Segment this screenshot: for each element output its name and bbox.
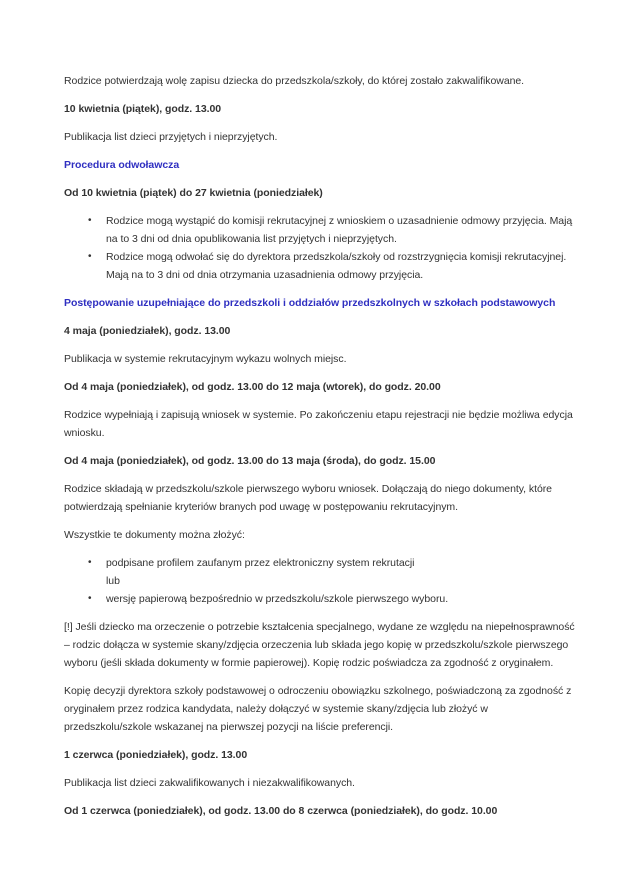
bullet-item (64, 554, 577, 590)
date-heading: Od 10 kwietnia (piątek) do 27 kwietnia (poniedziałek) (64, 187, 323, 199)
section-heading: Postępowanie uzupełniające do przedszkoli i oddziałów przedszkolnych w szkołach podstawowych (64, 297, 556, 309)
bullet-list (64, 212, 577, 284)
paragraph: Publikacja list dzieci zakwalifikowanych i niezakwalifikowanych. (64, 777, 355, 789)
bullet-item-text: Rodzice mogą wystąpić do komisji rekrutacyjnej z wnioskiem o uzasadnienie odmowy przyjęcia. Mają na to 3 dni od dnia opublikowania list przyjętych i nieprzyjętych. (106, 215, 573, 245)
paragraph: Publikacja w systemie rekrutacyjnym wykazu wolnych miejsc. (64, 353, 347, 365)
bullet-list (64, 554, 577, 608)
bullet-dot-icon: • (88, 557, 92, 568)
bullet-item (64, 212, 577, 248)
date-heading: 10 kwietnia (piątek), godz. 13.00 (64, 103, 222, 115)
paragraph: Rodzice potwierdzają wolę zapisu dziecka do przedszkola/szkoły, do której zostało zakwalifikowane. (64, 75, 525, 87)
bullet-dot-icon: • (88, 593, 92, 604)
paragraph: Wszystkie te dokumenty można złożyć: (64, 529, 245, 541)
date-heading: 4 maja (poniedziałek), godz. 13.00 (64, 325, 231, 337)
section-heading: Procedura odwoławcza (64, 159, 180, 171)
bullet-item-text: Rodzice mogą odwołać się do dyrektora przedszkola/szkoły od rozstrzygnięcia komisji rekrutacyjnej. Mają na to 3 dni od dnia otrzymania uzasadnienia odmowy przyjęcia. (106, 251, 567, 281)
bullet-item-text: podpisane profilem zaufanym przez elektroniczny system rekrutacji (106, 557, 415, 569)
date-heading: Od 4 maja (poniedziałek), od godz. 13.00 do 12 maja (wtorek), do godz. 20.00 (64, 381, 441, 393)
document-content (64, 72, 577, 830)
bullet-item (64, 248, 577, 284)
date-heading: Od 4 maja (poniedziałek), od godz. 13.00 do 13 maja (środa), do godz. 15.00 (64, 455, 436, 467)
date-heading: Od 1 czerwca (poniedziałek), od godz. 13.00 do 8 czerwca (poniedziałek), do godz. 10.00 (64, 805, 498, 817)
bullet-dot-icon: • (88, 251, 92, 262)
paragraph: Publikacja list dzieci przyjętych i nieprzyjętych. (64, 131, 278, 143)
paragraph: Kopię decyzji dyrektora szkoły podstawowej o odroczeniu obowiązku szkolnego, poświadczoną za zgodność z oryginałem przez rodzica kandydata, należy dołączyć w systemie skany/zdjęcia lub złożyć w przedszkolu/szkole wskazanej na pierwszej pozycji na liście preferencji. (64, 685, 572, 733)
bullet-item-text: wersję papierową bezpośrednio w przedszkolu/szkole pierwszego wyboru. (106, 593, 449, 605)
date-heading: 1 czerwca (poniedziałek), godz. 13.00 (64, 749, 248, 761)
bullet-item (64, 590, 577, 608)
bullet-item-text: lub (106, 575, 120, 587)
paragraph: [!] Jeśli dziecko ma orzeczenie o potrzebie kształcenia specjalnego, wydane ze względu na niepełnosprawność – rodzic dołącza w systemie skany/zdjęcia orzeczenia lub składa jego kopię w przedszkolu/szkole pierwszego wyboru (jeśli składa dokumenty w formie papierowej). Kopię rodzic poświadcza za zgodność z oryginałem. (64, 621, 575, 669)
bullet-dot-icon: • (88, 215, 92, 226)
paragraph: Rodzice składają w przedszkolu/szkole pierwszego wyboru wniosek. Dołączają do niego dokumenty, które potwierdzają spełnianie kryteriów branych pod uwagę w postępowaniu rekrutacyjnym. (64, 483, 552, 513)
paragraph: Rodzice wypełniają i zapisują wniosek w systemie. Po zakończeniu etapu rejestracji nie będzie możliwa edycja wniosku. (64, 409, 573, 439)
